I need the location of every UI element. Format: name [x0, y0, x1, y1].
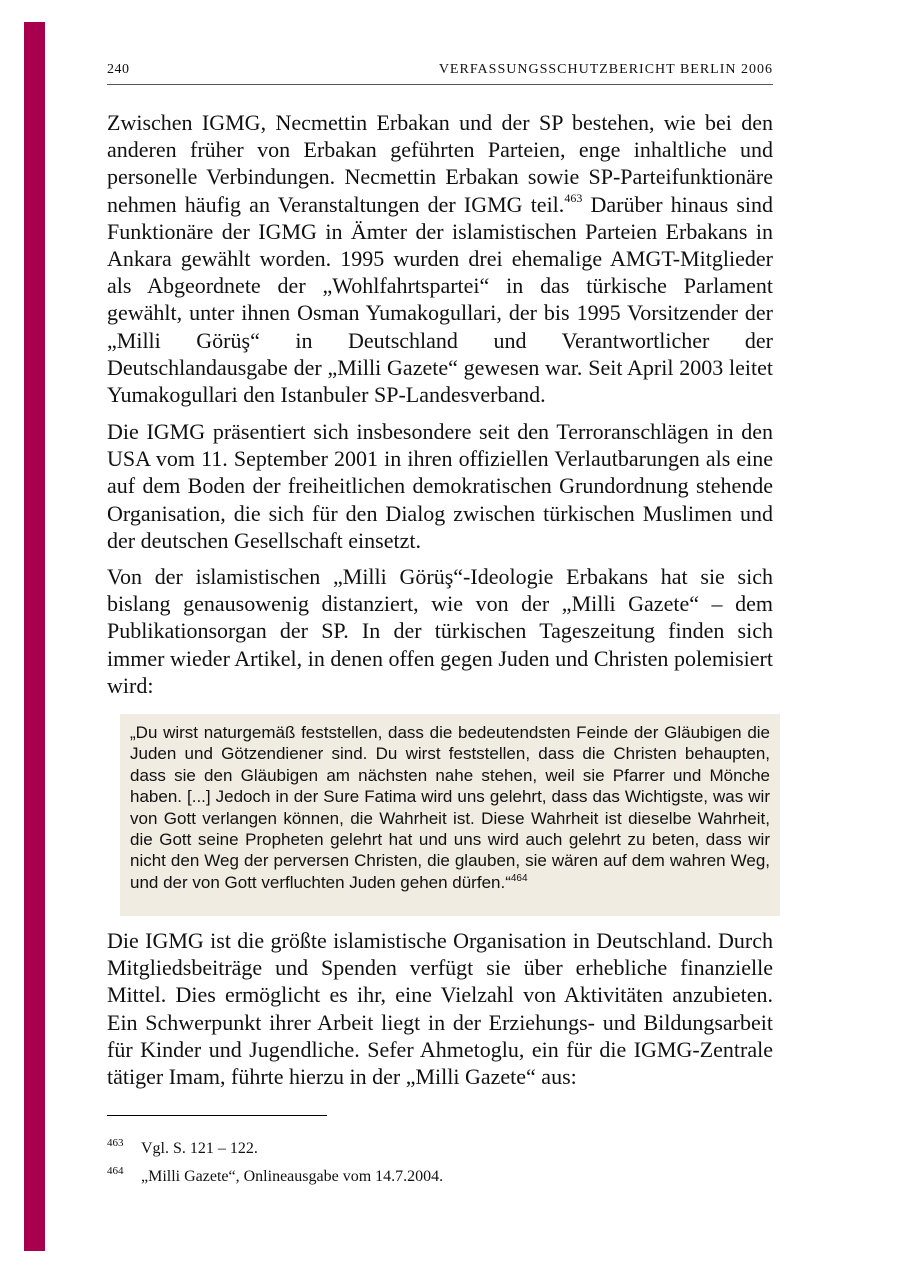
running-title: VERFASSUNGSSCHUTZBERICHT BERLIN 2006: [438, 62, 773, 77]
paragraph-1-text-after: Darüber hinaus sind Funktionäre der IGMG in Ämter der islamistischen Parteien Erbakans in Ankara gewählt worden. 1995 wurden drei ehemalige AMGT-Mitglieder als Abgeordnete der „Wohlfahrtspartei“ in das türkische Parlament gewählt, unter ihnen Osman Yumakogullari, der bis 1995 Vorsitzender der „Milli Görüş“ in Deutschland und Verantwortlicher der Deutschlandausgabe der „Milli Gazete“ gewesen war. Seit April 2003 leitet Yumakogullari den Istanbuler SP-Landesverband.: [107, 191, 773, 408]
page-header: [107, 62, 773, 85]
footnote-ref-463: 463: [564, 190, 583, 205]
quote-box: [120, 714, 780, 916]
paragraph-1-text-before: Zwischen IGMG, Necmettin Erbakan und der SP bestehen, wie bei den anderen früher von Erbakan geführten Parteien, enge inhaltliche und personelle Verbindungen. Necmettin Erbakan sowie SP-Parteifunktionäre nehmen häufig an Veranstaltungen der IGMG teil.: [107, 110, 773, 217]
quote-body: „Du wirst naturgemäß feststellen, dass die bedeutendsten Feinde der Gläubigen die Juden und Götzendiener sind. Du wirst feststellen, dass die Christen behaupten, dass sie den Gläubigen am nächsten nahe stehen, weil sie Pfarrer und Mönche haben. [...] Jedoch in der Sure Fatima wird uns gelehrt, dass das Wichtigste, was wir von Gott verlangen können, die Wahrheit ist. Diese Wahrheit ist dieselbe Wahrheit, die Gott seine Propheten gelehrt hat und uns wird auch gelehrt zu beten, dass wir nicht den Weg der perversen Christen, die glauben, sie wären auf dem wahren Weg, und der von Gott verfluchten Juden gehen dürfen.“: [130, 723, 770, 892]
side-color-bar: [24, 22, 45, 1251]
footnote-number: 463: [107, 1137, 124, 1149]
footnote-number: 464: [107, 1165, 124, 1177]
footnote-text: Vgl. S. 121 – 122.: [141, 1140, 258, 1157]
quote-text: [130, 722, 770, 893]
paragraph-2: Die IGMG präsentiert sich insbesondere seit den Terroranschlägen in den USA vom 11. September 2001 in ihren offiziellen Verlautbarungen als eine auf dem Boden der freiheitlichen demokratischen Grundordnung stehende Organisation, die sich für den Dialog zwischen türkischen Muslimen und der deutschen Gesellschaft einsetzt.: [107, 419, 773, 553]
footnote-separator: [107, 1115, 327, 1116]
page-number: 240: [107, 62, 130, 77]
paragraph-3: Von der islamistischen „Milli Görüş“-Ideologie Erbakans hat sie sich bislang genausowenig distanziert, wie von der „Milli Gazete“ – dem Publikationsorgan der SP. In der türkischen Tageszeitung finden sich immer wieder Artikel, in denen offen gegen Juden und Christen polemisiert wird:: [107, 564, 773, 698]
paragraph-1: [107, 109, 773, 408]
footnote-ref-464: 464: [510, 872, 528, 884]
footnote-text: „Milli Gazete“, Onlineausgabe vom 14.7.2004.: [141, 1168, 444, 1185]
paragraph-4: Die IGMG ist die größte islamistische Organisation in Deutschland. Durch Mitgliedsbeiträge und Spenden verfügt sie über erhebliche finanzielle Mittel. Dies ermöglicht es ihr, eine Vielzahl von Aktivitäten anzubieten. Ein Schwerpunkt ihrer Arbeit liegt in der Erziehungs- und Bildungsarbeit für Kinder und Jugendliche. Sefer Ahmetoglu, ein für die IGMG-Zentrale tätiger Imam, führte hierzu in der „Milli Gazete“ aus:: [107, 928, 773, 1090]
